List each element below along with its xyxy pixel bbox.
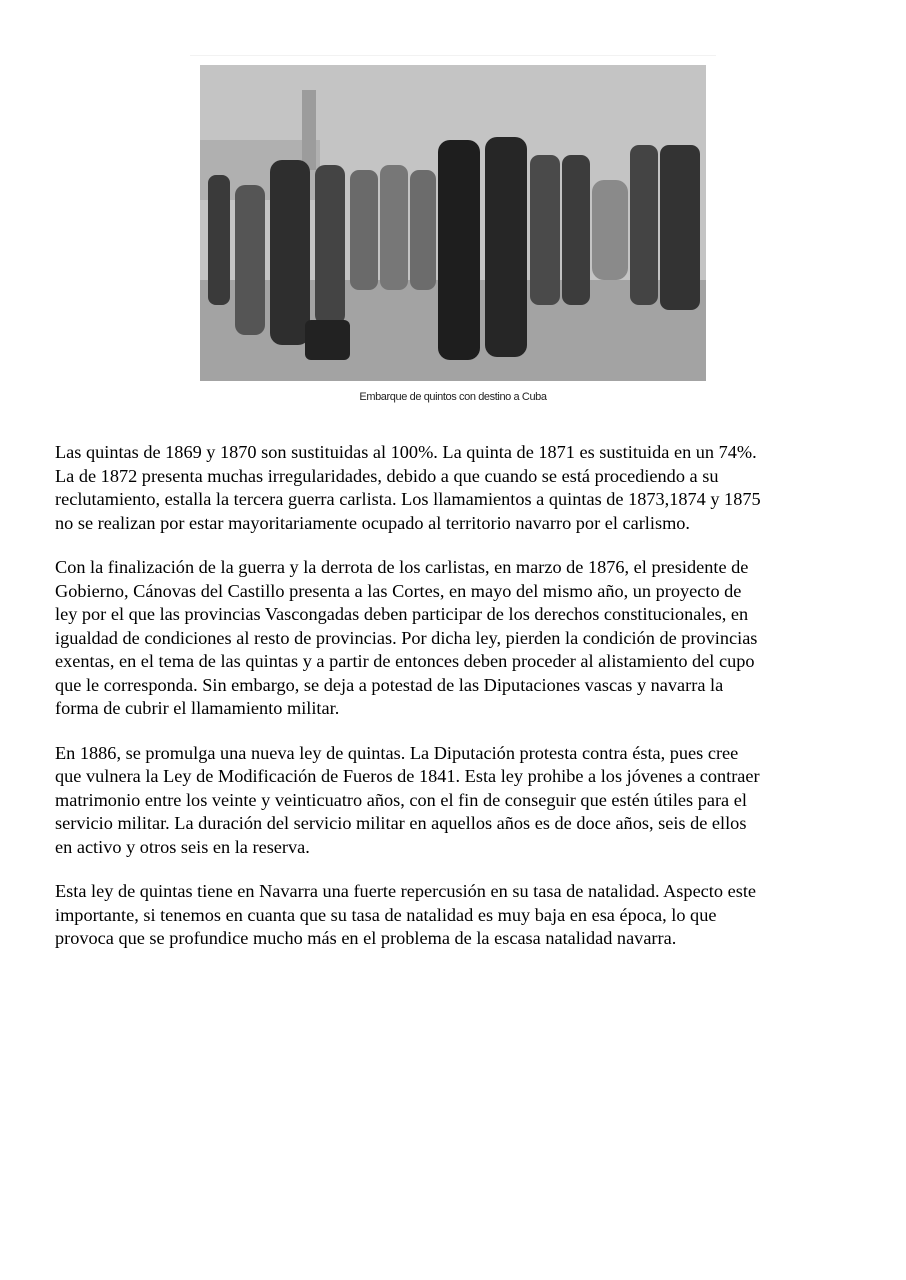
text-line: que le corresponda. Sin embargo, se deja a potestad de las Diputaciones vascas y navarra la (55, 674, 724, 695)
text-line: que vulnera la Ley de Modificación de Fueros de 1841. Esta ley prohibe a los jóvenes a contraer (55, 766, 760, 786)
text-line: Gobierno, Cánovas del Castillo presenta a las Cortes, en mayo del mismo año, un proyecto de (55, 580, 742, 601)
historical-illustration-image (200, 65, 706, 381)
paragraph-ley-1886 (55, 742, 875, 860)
text-line: En 1886, se promulga una nueva ley de quintas. La Diputación protesta contra ésta, pues cree (55, 742, 739, 763)
paragraph-natalidad (55, 880, 875, 951)
paragraph-fin-guerra-1876 (55, 556, 875, 721)
text-line: Con la finalización de la guerra y la derrota de los carlistas, en marzo de 1876, el presidente de (55, 557, 749, 577)
text-line: Las quintas de 1869 y 1870 son sustituidas al 100%. La quinta de 1871 es sustituida en un 74%. (55, 442, 757, 462)
text-line: reclutamiento, estalla la tercera guerra carlista. Los llamamientos a quintas de 1873,1874 y 1875 (55, 489, 761, 509)
text-line: Esta ley de quintas tiene en Navarra una fuerte repercusión en su tasa de natalidad. Aspecto este (55, 881, 757, 901)
figure-caption: Embarque de quintos con destino a Cuba (359, 391, 547, 403)
text-line: exentas, en el tema de las quintas y a partir de entonces deben proceder al alistamiento del cupo (55, 651, 755, 671)
text-line: forma de cubrir el llamamiento militar. (55, 698, 340, 718)
text-line: servicio militar. La duración del servicio militar en aquellos años es de doce años, seis de ellos (55, 813, 747, 833)
text-line: provoca que se profundice mucho más en el problema de la escasa natalidad navarra. (55, 928, 677, 948)
document-body (55, 441, 875, 972)
figure-border (190, 55, 716, 56)
text-line: ley por el que las provincias Vascongadas deben participar de los derechos constitucionales, en (55, 604, 749, 624)
paragraph-quintas-1869 (55, 441, 875, 535)
text-line: importante, si tenemos en cuanta que su tasa de natalidad es muy baja en esa época, lo que (55, 904, 717, 925)
text-line: no se realizan por estar mayoritariamente ocupado al territorio navarro por el carlismo. (55, 512, 691, 533)
text-line: igualdad de condiciones al resto de provincias. Por dicha ley, pierden la condición de provincias (55, 627, 758, 648)
text-line: matrimonio entre los veinte y veinticuatro años, con el fin de conseguir que estén útiles para el (55, 789, 747, 810)
text-line: en activo y otros seis en la reserva. (55, 836, 310, 857)
text-line: La de 1872 presenta muchas irregularidades, debido a que cuando se está procediendo a su (55, 465, 719, 486)
